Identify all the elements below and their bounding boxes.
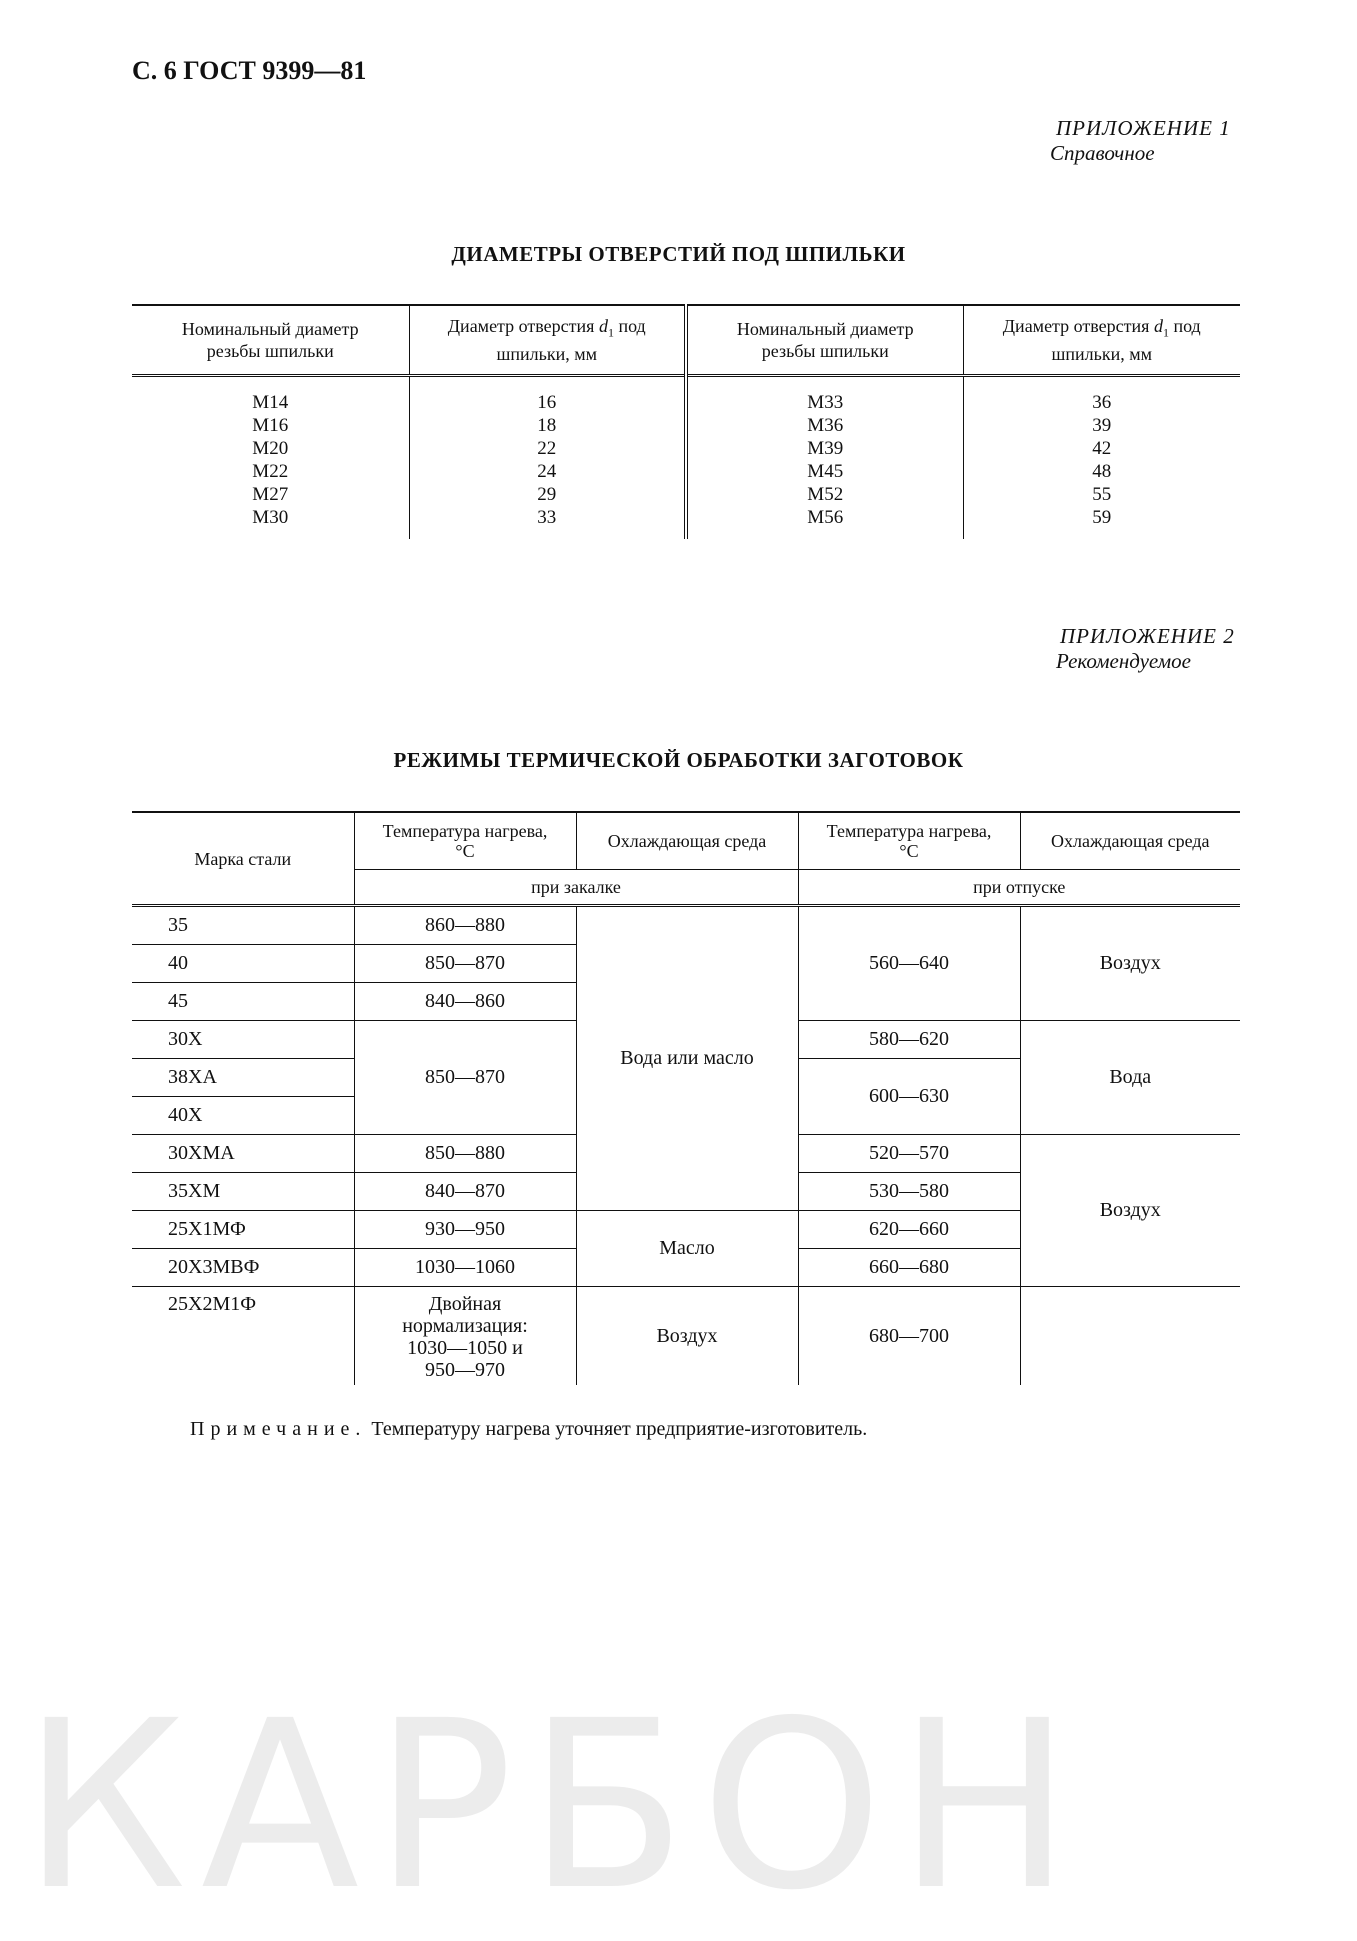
hole-cell: 55 — [1092, 484, 1112, 505]
thread-cell: М33 — [686, 376, 963, 415]
steel-grade-cell: 30Х — [132, 1021, 354, 1059]
hole-cell: 16 — [409, 376, 686, 415]
table-row — [132, 906, 1240, 945]
table-header-row — [132, 812, 1240, 870]
temper-medium-cell: Вода — [1020, 1021, 1240, 1135]
table-row — [132, 506, 1240, 539]
steel-grade-cell: 35ХМ — [132, 1173, 354, 1211]
table-note — [190, 1418, 867, 1441]
appendix-1-subtitle: Справочное — [1050, 141, 1155, 165]
header-nominal-diameter-left: Номинальный диаметр резьбы шпильки — [132, 305, 409, 376]
table-header-row — [132, 305, 1240, 376]
temper-temp-cell: 530—580 — [798, 1173, 1020, 1211]
quench-medium-cell: Вода или масло — [576, 906, 798, 1211]
header-steel-grade: Марка стали — [132, 812, 354, 906]
hole-cell: 48 — [1092, 461, 1112, 482]
steel-grade-cell: 30ХМА — [132, 1135, 354, 1173]
steel-grade-cell: 45 — [132, 983, 354, 1021]
quench-medium-cell: Воздух — [576, 1287, 798, 1386]
hole-cell: 59 — [1092, 507, 1112, 528]
thread-cell: М20 — [132, 437, 409, 460]
temper-temp-cell: 660—680 — [798, 1249, 1020, 1287]
header-hole-diameter-left: Диаметр отверстия $d_1$ под шпильки, мм — [409, 305, 686, 376]
header-quench-medium: Охлаждающая среда — [576, 812, 798, 870]
quench-temp-cell: 840—860 — [354, 983, 576, 1021]
header-hole-diameter-right: Диаметр отверстия $d_1$ под шпильки, мм — [963, 305, 1240, 376]
temper-temp-cell: 520—570 — [798, 1135, 1020, 1173]
hole-cell: 22 — [409, 437, 686, 460]
header-quench: при закалке — [354, 870, 798, 906]
thread-cell: М14 — [132, 376, 409, 415]
steel-grade-cell: 20Х3МВФ — [132, 1249, 354, 1287]
table-row — [132, 460, 1240, 483]
quench-temp-cell: 860—880 — [354, 906, 576, 945]
appendix-1-title: ПРИЛОЖЕНИЕ 1 — [1056, 116, 1231, 140]
table-2-title: РЕЖИМЫ ТЕРМИЧЕСКОЙ ОБРАБОТКИ ЗАГОТОВОК — [393, 748, 964, 772]
temper-medium-cell: Воздух — [1020, 1135, 1240, 1287]
steel-grade-cell: 40Х — [132, 1097, 354, 1135]
temper-temp-cell: 580—620 — [798, 1021, 1020, 1059]
table-1-title: ДИАМЕТРЫ ОТВЕРСТИЙ ПОД ШПИЛЬКИ — [451, 242, 906, 266]
temper-temp-cell: 620—660 — [798, 1211, 1020, 1249]
temper-medium-cell: Воздух — [1020, 906, 1240, 1021]
thread-cell: М39 — [686, 437, 963, 460]
table-row — [132, 414, 1240, 437]
appendix-2-label — [1056, 624, 1235, 674]
appendix-2-subtitle: Рекомендуемое — [1056, 649, 1191, 673]
hole-cell: 39 — [1092, 415, 1112, 436]
hole-cell: 24 — [409, 460, 686, 483]
temper-temp-cell: 680—700 — [798, 1287, 1020, 1386]
thread-cell: М36 — [686, 414, 963, 437]
steel-grade-cell: 40 — [132, 945, 354, 983]
hole-cell: 36 — [1092, 392, 1112, 413]
page-header: С. 6 ГОСТ 9399—81 — [132, 56, 367, 85]
temper-medium-empty-cell — [1020, 1287, 1240, 1386]
thread-cell: М45 — [686, 460, 963, 483]
steel-grade-cell: 25Х2М1Ф — [132, 1287, 354, 1386]
watermark-logo: КАРБОН — [22, 1671, 1086, 1941]
header-quench-temperature: Температура нагрева, °С — [354, 812, 576, 870]
quench-temp-cell: 840—870 — [354, 1173, 576, 1211]
quench-temp-cell: 930—950 — [354, 1211, 576, 1249]
hole-cell: 33 — [409, 506, 686, 539]
hole-cell: 18 — [409, 414, 686, 437]
header-temper-medium: Охлаждающая среда — [1020, 812, 1240, 870]
thread-cell: М52 — [686, 483, 963, 506]
thread-cell: М27 — [132, 483, 409, 506]
header-nominal-diameter-right: Номинальный диаметр резьбы шпильки — [686, 305, 963, 376]
quench-medium-cell: Масло — [576, 1211, 798, 1287]
header-temper-temperature: Температура нагрева, °С — [798, 812, 1020, 870]
heat-treatment-table — [132, 811, 1240, 1385]
quench-temp-cell: 850—880 — [354, 1135, 576, 1173]
quench-temp-cell: 850—870 — [354, 945, 576, 983]
hole-cell: 29 — [409, 483, 686, 506]
thread-cell: М16 — [132, 414, 409, 437]
temper-temp-cell: 560—640 — [798, 906, 1020, 1021]
thread-cell: М56 — [686, 506, 963, 539]
note-text: Температуру нагрева уточняет предприятие-изготовитель. — [366, 1418, 868, 1440]
table-row — [132, 1287, 1240, 1386]
table-row — [132, 437, 1240, 460]
table-row — [132, 483, 1240, 506]
thread-cell: М22 — [132, 460, 409, 483]
temper-temp-cell: 600—630 — [798, 1059, 1020, 1135]
hole-cell: 42 — [1092, 438, 1112, 459]
steel-grade-cell: 25Х1МФ — [132, 1211, 354, 1249]
thread-cell: М30 — [132, 506, 409, 539]
note-label: Примечание. — [190, 1418, 367, 1440]
appendix-1-label — [1050, 116, 1231, 166]
steel-grade-cell: 38ХА — [132, 1059, 354, 1097]
quench-temp-cell: 1030—1060 — [354, 1249, 576, 1287]
header-temper: при отпуске — [798, 870, 1240, 906]
stud-hole-diameter-table — [132, 304, 1240, 539]
quench-temp-cell: 850—870 — [354, 1021, 576, 1135]
steel-grade-cell: 35 — [132, 906, 354, 945]
table-row — [132, 376, 1240, 415]
quench-temp-cell: Двойная нормализация: 1030—1050 и 950—970 — [354, 1287, 576, 1386]
appendix-2-title: ПРИЛОЖЕНИЕ 2 — [1060, 624, 1235, 648]
